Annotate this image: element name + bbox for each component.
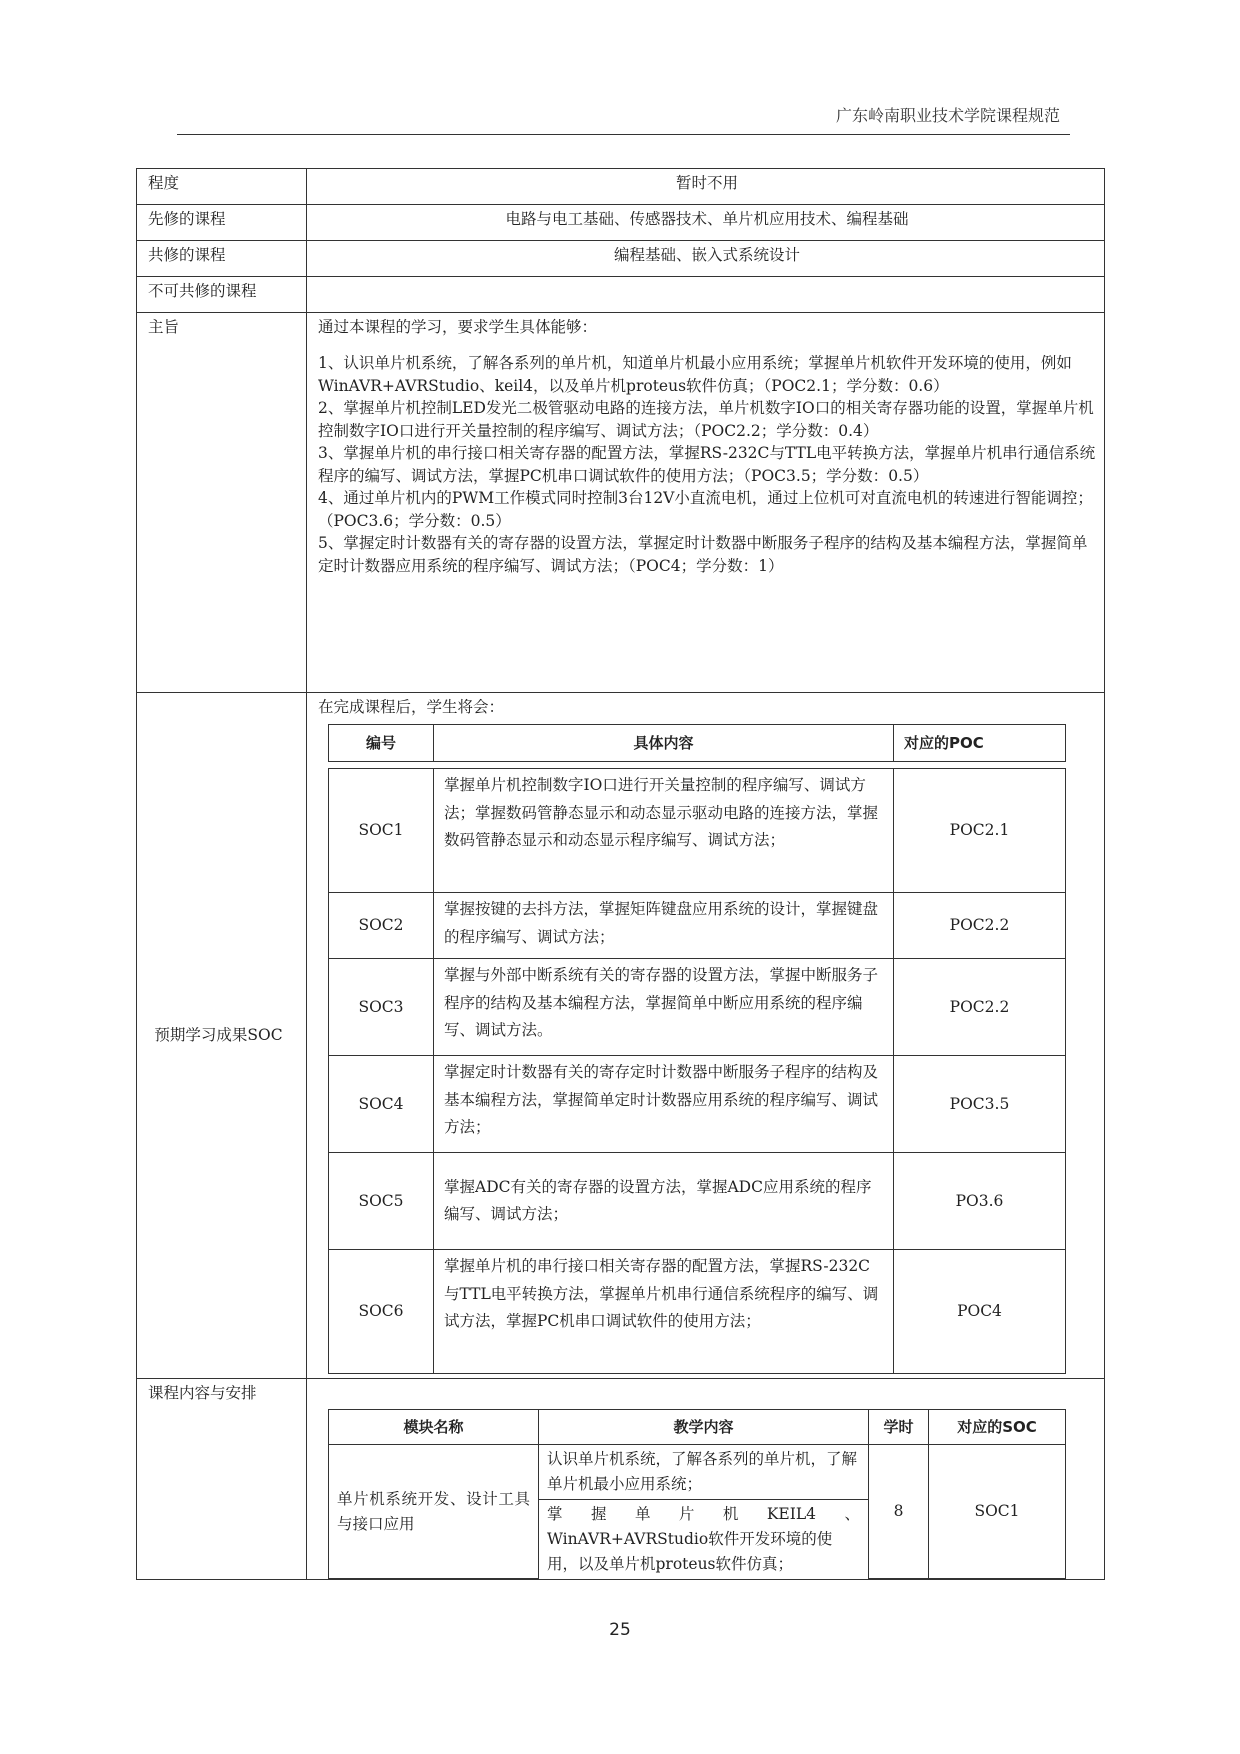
- row-label-exclusive: 不可共修的课程: [137, 277, 307, 313]
- course-content: 认识单片机系统，了解各系列的单片机，了解单片机最小应用系统；: [539, 1445, 869, 1500]
- row-value-course: [307, 1379, 1105, 1579]
- soc-row: [329, 1250, 1066, 1374]
- row-aims: [137, 313, 1105, 693]
- soc-content: 掌握单片机的串行接口相关寄存器的配置方法，掌握RS-232C与TTL电平转换方法，掌握单片机串行通信系统程序的编写、调试方法，掌握PC机串口调试软件的使用方法；: [434, 1250, 894, 1374]
- row-label-level: 程度: [137, 169, 307, 205]
- soc-id: SOC1: [329, 769, 434, 893]
- soc-row: [329, 1153, 1066, 1250]
- soc-poc: POC2.2: [894, 959, 1066, 1056]
- row-label-aims: 主旨: [137, 313, 307, 693]
- row-label-soc: 预期学习成果SOC: [137, 693, 307, 1379]
- course-header-content: 教学内容: [539, 1410, 869, 1445]
- soc-row: [329, 959, 1066, 1056]
- soc-poc: POC2.2: [894, 893, 1066, 959]
- course-table: [328, 1409, 1066, 1578]
- soc-poc: POC2.1: [894, 769, 1066, 893]
- row-soc: [137, 693, 1105, 1379]
- course-header-soc: 对应的SOC: [929, 1410, 1066, 1445]
- row-label-prereq: 先修的课程: [137, 205, 307, 241]
- aims-item: 1、认识单片机系统，了解各系列的单片机，知道单片机最小应用系统；掌握单片机软件开发环境的使用，例如WinAVR+AVRStudio、keil4，以及单片机proteus软件仿真；（POC2.1；学分数：0.6）: [318, 354, 1072, 395]
- row-prereq: [137, 205, 1105, 241]
- soc-id: SOC2: [329, 893, 434, 959]
- soc-content: 掌握单片机控制数字IO口进行开关量控制的程序编写、调试方法；掌握数码管静态显示和动态显示驱动电路的连接方法，掌握数码管静态显示和动态显示程序编写、调试方法；: [434, 769, 894, 893]
- soc-header-content: 具体内容: [434, 725, 894, 762]
- soc-content: 掌握与外部中断系统有关的寄存器的设置方法，掌握中断服务子程序的结构及基本编程方法，掌握简单中断应用系统的程序编写、调试方法。: [434, 959, 894, 1056]
- course-row: [329, 1445, 1066, 1500]
- soc-id: SOC3: [329, 959, 434, 1056]
- aims-item: 2、掌握单片机控制LED发光二极管驱动电路的连接方法，单片机数字IO口的相关寄存器功能的设置，掌握单片机控制数字IO口进行开关量控制的程序编写、调试方法；（POC2.2；学分数：0.4）: [318, 399, 1094, 440]
- soc-table: [328, 724, 1066, 1374]
- soc-poc: PO3.6: [894, 1153, 1066, 1250]
- course-spec-table: [136, 168, 1105, 1580]
- soc-row: [329, 893, 1066, 959]
- course-hours: 8: [869, 1445, 929, 1578]
- course-header-hours: 学时: [869, 1410, 929, 1445]
- soc-content: 掌握ADC有关的寄存器的设置方法，掌握ADC应用系统的程序编写、调试方法；: [434, 1153, 894, 1250]
- soc-header-poc: 对应的POC: [894, 725, 1066, 762]
- soc-id: SOC5: [329, 1153, 434, 1250]
- row-value-level: 暂时不用: [307, 169, 1105, 205]
- document-header-title: 广东岭南职业技术学院课程规范: [835, 106, 1060, 125]
- row-course: [137, 1379, 1105, 1579]
- row-label-coreq: 共修的课程: [137, 241, 307, 277]
- page-number: 25: [609, 1620, 631, 1640]
- row-value-exclusive: [307, 277, 1105, 313]
- header-rule: [177, 134, 1070, 135]
- soc-id: SOC6: [329, 1250, 434, 1374]
- row-value-soc: [307, 693, 1105, 1379]
- aims-intro: 通过本课程的学习，要求学生具体能够：: [318, 318, 598, 336]
- soc-poc: POC3.5: [894, 1056, 1066, 1153]
- course-module-name: 单片机系统开发、设计工具与接口应用: [329, 1445, 539, 1578]
- soc-content: 掌握定时计数器有关的寄存定时计数器中断服务子程序的结构及基本编程方法，掌握简单定时计数器应用系统的程序编写、调试方法；: [434, 1056, 894, 1153]
- course-content-rest: WinAVR+AVRStudio软件开发环境的使用，以及单片机proteus软件仿真；: [547, 1529, 833, 1573]
- course-soc: SOC1: [929, 1445, 1066, 1578]
- aims-item: 4、通过单片机内的PWM工作模式同时控制3台12V小直流电机，通过上位机可对直流电机的转速进行智能调控；（POC3.6；学分数：0.5）: [318, 489, 1093, 530]
- row-level: [137, 169, 1105, 205]
- row-value-prereq: 电路与电工基础、传感器技术、单片机应用技术、编程基础: [307, 205, 1105, 241]
- course-content: [539, 1500, 869, 1579]
- row-label-course: 课程内容与安排: [137, 1379, 307, 1579]
- soc-poc: POC4: [894, 1250, 1066, 1374]
- aims-item: 5、掌握定时计数器有关的寄存器的设置方法，掌握定时计数器中断服务子程序的结构及基本编程方法，掌握简单定时计数器应用系统的程序编写、调试方法；（POC4；学分数：1）: [318, 534, 1088, 575]
- soc-row: [329, 769, 1066, 893]
- row-value-aims: [307, 313, 1105, 693]
- soc-intro: 在完成课程后，学生将会：: [318, 698, 505, 716]
- row-value-coreq: 编程基础、嵌入式系统设计: [307, 241, 1105, 277]
- row-coreq: [137, 241, 1105, 277]
- course-content-line: 掌握单片机KEIL4、: [547, 1505, 860, 1524]
- course-header-module: 模块名称: [329, 1410, 539, 1445]
- row-exclusive: [137, 277, 1105, 313]
- soc-id: SOC4: [329, 1056, 434, 1153]
- soc-content: 掌握按键的去抖方法，掌握矩阵键盘应用系统的设计，掌握键盘的程序编写、调试方法；: [434, 893, 894, 959]
- soc-row: [329, 1056, 1066, 1153]
- aims-item: 3、掌握单片机的串行接口相关寄存器的配置方法，掌握RS-232C与TTL电平转换方法，掌握单片机串行通信系统程序的编写、调试方法，掌握PC机串口调试软件的使用方法；（POC3.5；学分数：0.5）: [318, 444, 1096, 485]
- soc-header-id: 编号: [329, 725, 434, 762]
